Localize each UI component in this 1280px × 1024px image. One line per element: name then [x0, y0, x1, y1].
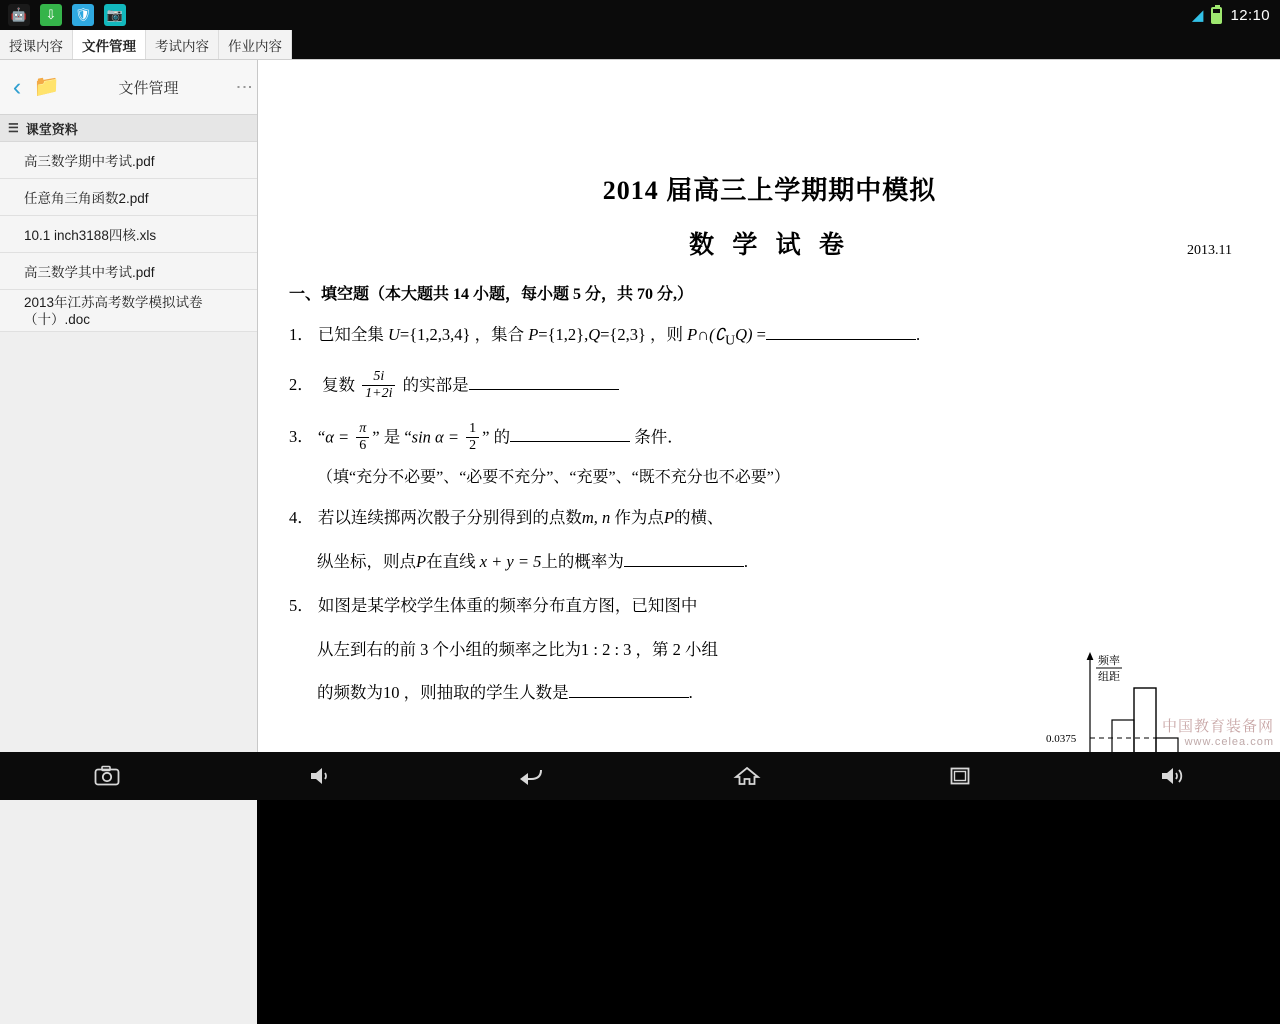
- answer-blank[interactable]: [510, 428, 630, 442]
- tab-file-management[interactable]: 文件管理: [73, 30, 146, 59]
- download-icon: ⇩: [40, 4, 62, 26]
- question-3-open-quote: “: [317, 427, 326, 447]
- question-1-text-b: ，集合: [474, 325, 525, 344]
- svg-text:75: 75: [1189, 813, 1200, 825]
- question-1-set-u: U: [388, 325, 400, 344]
- status-clock: 12:10: [1230, 6, 1270, 24]
- file-name: 10.1 inch3188四核.xls: [24, 228, 157, 243]
- question-3-fraction-1-denominator: 6: [356, 437, 369, 454]
- svg-text:65: 65: [1149, 813, 1160, 825]
- camera-icon: 📷: [104, 4, 126, 26]
- file-panel-header: [0, 60, 257, 115]
- question-5-line1: 如图是某学校学生体重的频率分布直方图，已知图中: [317, 595, 698, 615]
- svg-text:55: 55: [1105, 813, 1116, 825]
- android-navigation-bar: [0, 752, 1280, 800]
- list-item[interactable]: [0, 290, 257, 332]
- list-icon: ☰: [8, 121, 19, 135]
- question-5: [289, 594, 1250, 619]
- svg-text:50: 50: [1083, 813, 1094, 825]
- question-3-alpha-equation: α =: [325, 427, 350, 447]
- recents-button[interactable]: [853, 765, 1066, 787]
- question-1-expression-sub: U: [725, 332, 736, 348]
- answer-blank[interactable]: [624, 553, 744, 567]
- tab-strip-filler: [292, 30, 1280, 59]
- question-2-number: 2．: [289, 375, 314, 395]
- question-3-text-c: 条件．: [634, 427, 684, 447]
- list-item[interactable]: [0, 142, 257, 179]
- question-2: [289, 370, 1250, 403]
- question-3-fraction-1: [356, 421, 369, 454]
- section-title: 一、填空题（本大题共 14 小题，每小题 5 分，共 70 分,）: [289, 286, 694, 303]
- volume-up-icon: [1159, 765, 1187, 787]
- document-title: 2014 届高三上学期期中模拟: [602, 176, 937, 205]
- question-1-expression: P∩(∁: [687, 325, 726, 344]
- watermark-en: www.celea.com: [1184, 736, 1274, 748]
- file-name: 高三数学其中考试.pdf: [24, 265, 155, 280]
- tab-teaching-content[interactable]: 授课内容: [0, 30, 73, 59]
- question-1-set-p: P: [528, 325, 539, 344]
- question-3-text-b: 的: [493, 427, 511, 447]
- volume-down-icon: [307, 765, 333, 787]
- document-viewer[interactable]: [259, 60, 1280, 825]
- question-5-line3-text: 的频数为10 ，则抽取的学生人数是: [317, 683, 569, 703]
- watermark-cn: 中国教育装备网: [1161, 718, 1274, 735]
- question-3-number: 3．: [289, 427, 314, 447]
- wifi-icon: ◢: [1191, 7, 1204, 24]
- question-4: [289, 506, 1250, 531]
- file-name: 2013年江苏高考数学模拟试卷（十）.doc: [24, 295, 203, 327]
- question-3-fraction-2-denominator: 2: [466, 437, 479, 454]
- question-4-line1-a: 若以连续掷两次骰子分别得到的点数: [317, 508, 582, 528]
- question-4-line2-a: 纵坐标，则点: [317, 552, 416, 572]
- question-5-line3: 的频数为10 ，则抽取的学生人数是 .: [317, 683, 693, 703]
- list-item[interactable]: [0, 179, 257, 216]
- back-icon: [519, 765, 547, 787]
- home-button[interactable]: [640, 765, 853, 787]
- watermark: [1162, 715, 1274, 748]
- question-3-fraction-1-numerator: π: [359, 421, 367, 437]
- question-2-text-a: 复数: [322, 375, 355, 395]
- question-3-fraction-2-numerator: 1: [469, 421, 477, 437]
- svg-text:70: 70: [1169, 813, 1180, 825]
- back-chevron-icon[interactable]: ‹: [12, 72, 22, 101]
- question-1-expression-b: Q): [735, 325, 753, 344]
- answer-blank[interactable]: [469, 376, 619, 390]
- back-button[interactable]: [427, 765, 640, 787]
- home-icon: [734, 765, 760, 787]
- question-1-set-p-value: ={1,2},: [538, 325, 589, 344]
- list-item[interactable]: [0, 253, 257, 290]
- question-1: 1． 已知全集 U={1,2,3,4} ，集合 P={1,2},Q={2,3} ，则 $P\cap(∁_UQ)$ = .: [289, 325, 921, 348]
- file-name: 高三数学期中考试.pdf: [24, 154, 155, 169]
- file-group-header[interactable]: [0, 115, 257, 142]
- question-2-text-b: 的实部是: [402, 375, 469, 395]
- android-status-bar: [0, 0, 1280, 30]
- svg-text:60: 60: [1127, 813, 1138, 825]
- question-3-fraction-2: [466, 421, 479, 454]
- question-4-variables: m, n: [581, 508, 611, 528]
- question-4-point-p: P: [663, 508, 675, 528]
- screenshot-button[interactable]: [0, 765, 213, 787]
- question-4-line2: 纵坐标，则点P在直线 x + y = 5上的概率为 .: [317, 552, 749, 572]
- document-date: 2013.11: [1187, 243, 1232, 258]
- app-tab-strip: [0, 30, 1280, 60]
- svg-text:频率: 频率: [1098, 655, 1120, 667]
- file-list-empty-space: [0, 332, 257, 1024]
- question-1-text-c: ，则: [650, 325, 684, 344]
- file-panel-title: 文件管理: [118, 79, 179, 97]
- question-3-close-quote-2: ”: [482, 427, 490, 447]
- volume-up-button[interactable]: [1067, 765, 1280, 787]
- tab-exam-content[interactable]: 考试内容: [146, 30, 219, 59]
- question-2-fraction-denominator: 1+2i: [362, 385, 395, 402]
- question-3-text-a: 是: [383, 427, 401, 447]
- status-right-cluster: [1192, 6, 1280, 24]
- question-3: [289, 422, 1250, 455]
- file-group-label: 课堂资料: [25, 121, 78, 137]
- android-robot-icon: 🤖: [8, 4, 30, 26]
- question-4-line2-c: 上的概率为: [541, 552, 624, 572]
- svg-text:组距: 组距: [1098, 671, 1120, 683]
- volume-down-button[interactable]: [213, 765, 426, 787]
- question-1-set-q-value: ={2,3}: [600, 325, 646, 344]
- answer-blank[interactable]: [569, 684, 689, 698]
- question-4-point-p-2: P: [416, 552, 427, 572]
- svg-text:0.0375: 0.0375: [1046, 733, 1077, 745]
- tab-homework-content[interactable]: 作业内容: [219, 30, 292, 59]
- question-4-line2-b: 在直线: [426, 552, 476, 572]
- question-5-line2-text: 从左到右的前 3 个小组的频率之比为1 : 2 : 3 ，第 2 小组: [317, 639, 719, 659]
- question-1-number: 1．: [289, 325, 314, 344]
- question-4-number: 4．: [289, 508, 314, 528]
- question-3-sin-expression: sin α =: [411, 427, 459, 447]
- file-manager-panel: [0, 60, 258, 752]
- question-1-set-u-value: ={1,2,3,4}: [399, 325, 471, 344]
- svg-text:体重: 体重: [1220, 805, 1245, 819]
- question-1-set-q: Q: [588, 325, 601, 344]
- folder-icon: 📁: [33, 75, 61, 98]
- screenshot-icon: [94, 765, 120, 787]
- question-3-note: （填“充分不必要”、“必要不充分”、“充要”、“既不充分也不必要”）: [317, 469, 790, 487]
- list-item[interactable]: [0, 216, 257, 253]
- recents-icon: [947, 765, 973, 787]
- battery-icon: [1211, 7, 1222, 24]
- shield-icon: 🛡: [72, 4, 94, 26]
- question-1-equals: =: [756, 325, 766, 344]
- question-4-line-equation: x + y = 5: [479, 552, 542, 572]
- status-notification-icons: [0, 4, 126, 26]
- document-subtitle-row: [289, 225, 1250, 261]
- document-subtitle: 数 学 试 卷: [689, 232, 850, 259]
- question-2-fraction: [362, 369, 395, 402]
- question-2-fraction-numerator: 5i: [373, 368, 385, 384]
- question-3-open-quote-2: “: [404, 427, 412, 447]
- question-4-line1-c: 的横、: [674, 508, 724, 528]
- question-1-text-a: 已知全集: [317, 325, 384, 344]
- file-name: 任意角三角函数2.pdf: [24, 191, 149, 206]
- question-5-number: 5．: [289, 595, 314, 615]
- answer-blank[interactable]: [766, 326, 916, 340]
- question-3-close-quote: ”: [372, 427, 380, 447]
- question-4-line1-b: 作为点: [614, 508, 664, 528]
- kebab-menu-icon[interactable]: ⋮: [235, 78, 254, 96]
